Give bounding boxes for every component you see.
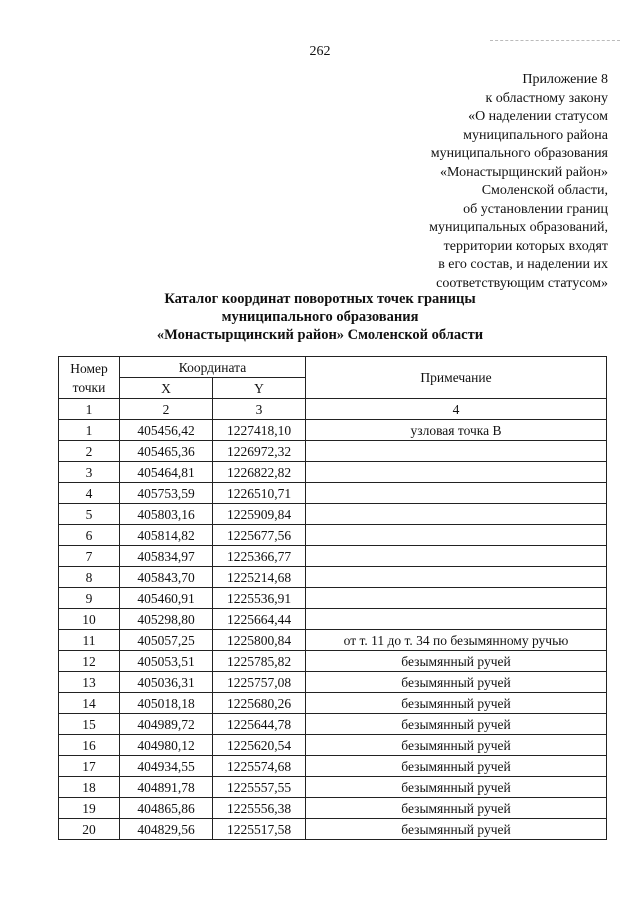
page-number: 262 — [309, 44, 331, 59]
y-coordinate-cell: 1226822,82 — [213, 462, 306, 483]
y-coordinate-cell: 1226510,71 — [213, 483, 306, 504]
point-number-cell: 9 — [59, 588, 120, 609]
x-coordinate-cell: 405298,80 — [120, 609, 213, 630]
note-cell — [306, 567, 607, 588]
x-coordinate-cell: 405018,18 — [120, 693, 213, 714]
note-cell: безымянный ручей — [306, 672, 607, 693]
y-coordinate-cell: 1225557,55 — [213, 777, 306, 798]
note-cell — [306, 588, 607, 609]
point-number-cell: 20 — [59, 819, 120, 840]
table-row — [59, 756, 607, 777]
appendix-line: в его состав, и наделении их — [438, 257, 608, 272]
y-coordinate-cell: 1225556,38 — [213, 798, 306, 819]
note-cell: безымянный ручей — [306, 819, 607, 840]
scan-artifact-line — [490, 40, 620, 42]
appendix-line: Смоленской области, — [481, 183, 608, 198]
table-row — [59, 735, 607, 756]
point-number-cell: 17 — [59, 756, 120, 777]
table-row — [59, 777, 607, 798]
x-coordinate-cell: 405053,51 — [120, 651, 213, 672]
table-body — [59, 420, 607, 840]
x-coordinate-cell: 405460,91 — [120, 588, 213, 609]
x-coordinate-cell: 405456,42 — [120, 420, 213, 441]
y-coordinate-cell: 1225574,68 — [213, 756, 306, 777]
note-cell — [306, 462, 607, 483]
y-coordinate-cell: 1225366,77 — [213, 546, 306, 567]
x-coordinate-cell: 405814,82 — [120, 525, 213, 546]
x-coordinate-cell: 405843,70 — [120, 567, 213, 588]
x-coordinate-cell: 405465,36 — [120, 441, 213, 462]
point-number-cell: 5 — [59, 504, 120, 525]
point-number-cell: 3 — [59, 462, 120, 483]
y-coordinate-cell: 1226972,32 — [213, 441, 306, 462]
header-note: Примечание — [306, 357, 607, 399]
table-row — [59, 630, 607, 651]
point-number-cell: 2 — [59, 441, 120, 462]
note-cell: безымянный ручей — [306, 651, 607, 672]
title-line: Каталог координат поворотных точек границы — [164, 291, 476, 307]
x-coordinate-cell: 404989,72 — [120, 714, 213, 735]
appendix-line: муниципальных образований, — [429, 220, 608, 235]
note-cell: узловая точка В — [306, 420, 607, 441]
note-cell: безымянный ручей — [306, 798, 607, 819]
table-row — [59, 714, 607, 735]
y-coordinate-cell: 1225757,08 — [213, 672, 306, 693]
table-row — [59, 798, 607, 819]
x-coordinate-cell: 405803,16 — [120, 504, 213, 525]
header-x: X — [120, 378, 213, 399]
appendix-line: муниципального района — [463, 127, 608, 143]
x-coordinate-cell: 404980,12 — [120, 735, 213, 756]
point-number-cell: 10 — [59, 609, 120, 630]
y-coordinate-cell: 1227418,10 — [213, 420, 306, 441]
table-row — [59, 672, 607, 693]
point-number-cell: 7 — [59, 546, 120, 567]
appendix-line: «О наделении статусом — [468, 109, 608, 124]
note-cell: безымянный ручей — [306, 756, 607, 777]
note-cell: безымянный ручей — [306, 693, 607, 714]
x-coordinate-cell: 405057,25 — [120, 630, 213, 651]
point-number-cell: 1 — [59, 420, 120, 441]
title-line: муниципального образования — [221, 309, 419, 325]
table-row — [59, 462, 607, 483]
appendix-line: к областному закону — [485, 90, 608, 106]
note-cell: безымянный ручей — [306, 777, 607, 798]
x-coordinate-cell: 404829,56 — [120, 819, 213, 840]
point-number-cell: 4 — [59, 483, 120, 504]
index-cell: 4 — [306, 399, 607, 420]
index-cell: 1 — [59, 399, 120, 420]
y-coordinate-cell: 1225214,68 — [213, 567, 306, 588]
point-number-cell: 8 — [59, 567, 120, 588]
x-coordinate-cell: 405036,31 — [120, 672, 213, 693]
x-coordinate-cell: 404934,55 — [120, 756, 213, 777]
table-row — [59, 546, 607, 567]
table-row — [59, 588, 607, 609]
appendix-line: территории которых входят — [443, 238, 608, 254]
table-row — [59, 420, 607, 441]
appendix-note — [308, 71, 608, 293]
table-row — [59, 567, 607, 588]
table-row — [59, 609, 607, 630]
coordinates-table — [58, 356, 607, 840]
point-number-cell: 12 — [59, 651, 120, 672]
x-coordinate-cell: 405464,81 — [120, 462, 213, 483]
point-number-cell: 15 — [59, 714, 120, 735]
appendix-line: «Монастырщинский район» — [439, 164, 608, 180]
appendix-line: муниципального образования — [430, 146, 608, 161]
table-row — [59, 693, 607, 714]
x-coordinate-cell: 405834,97 — [120, 546, 213, 567]
note-cell — [306, 609, 607, 630]
appendix-line: об установлении границ — [463, 201, 608, 217]
note-cell — [306, 546, 607, 567]
y-coordinate-cell: 1225909,84 — [213, 504, 306, 525]
table-row — [59, 504, 607, 525]
y-coordinate-cell: 1225680,26 — [213, 693, 306, 714]
point-number-cell: 11 — [59, 630, 120, 651]
y-coordinate-cell: 1225677,56 — [213, 525, 306, 546]
point-number-cell: 16 — [59, 735, 120, 756]
note-cell — [306, 441, 607, 462]
header-point-number: Номер точки — [59, 357, 120, 399]
x-coordinate-cell: 404891,78 — [120, 777, 213, 798]
table-row — [59, 483, 607, 504]
x-coordinate-cell: 404865,86 — [120, 798, 213, 819]
point-number-cell: 18 — [59, 777, 120, 798]
table-row — [59, 819, 607, 840]
table-row — [59, 441, 607, 462]
note-cell: от т. 11 до т. 34 по безымянному ручью — [306, 630, 607, 651]
appendix-line: Приложение 8 — [522, 72, 608, 87]
note-cell: безымянный ручей — [306, 714, 607, 735]
title-line: «Монастырщинский район» Смоленской области — [156, 327, 484, 343]
header-y: Y — [213, 378, 306, 399]
y-coordinate-cell: 1225644,78 — [213, 714, 306, 735]
y-coordinate-cell: 1225536,91 — [213, 588, 306, 609]
y-coordinate-cell: 1225517,58 — [213, 819, 306, 840]
y-coordinate-cell: 1225785,82 — [213, 651, 306, 672]
table-row — [59, 651, 607, 672]
note-cell: безымянный ручей — [306, 735, 607, 756]
note-cell — [306, 504, 607, 525]
header-coordinate: Координата — [120, 357, 306, 378]
point-number-cell: 14 — [59, 693, 120, 714]
note-cell — [306, 525, 607, 546]
catalog-title — [0, 290, 640, 344]
y-coordinate-cell: 1225800,84 — [213, 630, 306, 651]
note-cell — [306, 483, 607, 504]
table-row — [59, 525, 607, 546]
index-cell: 2 — [120, 399, 213, 420]
y-coordinate-cell: 1225664,44 — [213, 609, 306, 630]
x-coordinate-cell: 405753,59 — [120, 483, 213, 504]
point-number-cell: 19 — [59, 798, 120, 819]
appendix-line: соответствующим статусом» — [436, 275, 608, 291]
point-number-cell: 13 — [59, 672, 120, 693]
index-cell: 3 — [213, 399, 306, 420]
point-number-cell: 6 — [59, 525, 120, 546]
y-coordinate-cell: 1225620,54 — [213, 735, 306, 756]
